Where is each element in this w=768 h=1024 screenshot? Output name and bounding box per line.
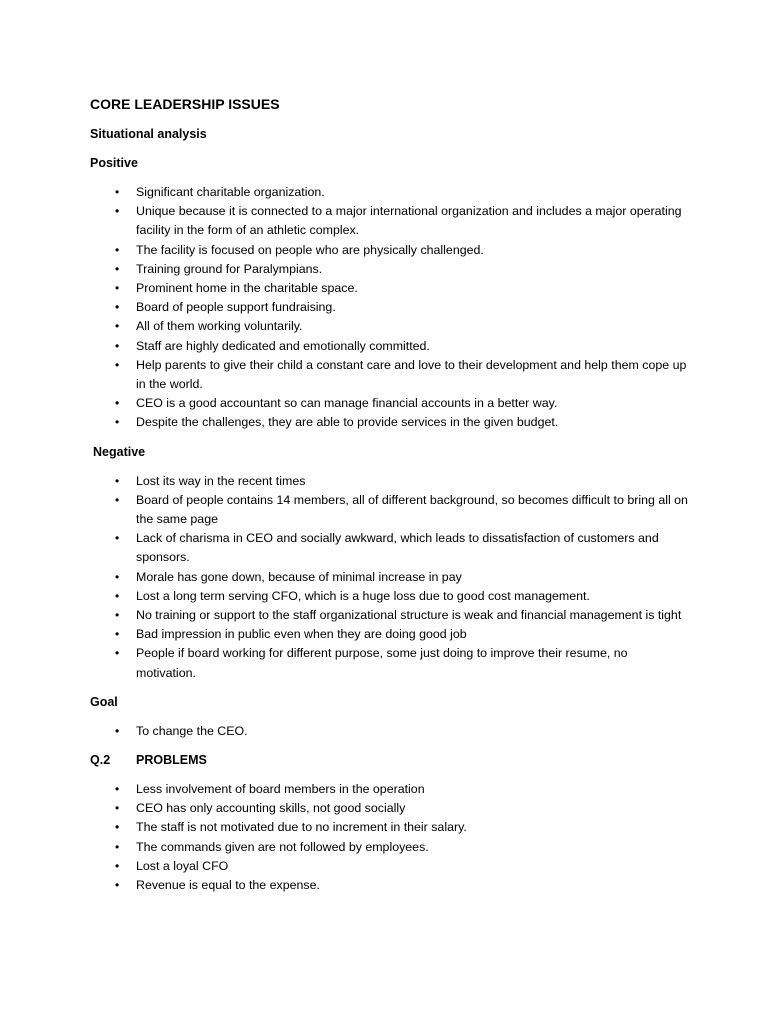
- bullet-icon: •: [115, 878, 120, 893]
- list-item: • Staff are highly dedicated and emotionally committed.: [90, 337, 690, 356]
- list-item: • CEO is a good accountant so can manage financial accounts in a better way.: [90, 394, 690, 413]
- list-item: • Unique because it is connected to a major international organization and includes a major operating facility in the form of an athletic complex.: [115, 204, 682, 238]
- bullet-icon: •: [115, 723, 120, 738]
- bullet-icon: •: [115, 608, 120, 623]
- bullet-icon: •: [115, 338, 120, 353]
- list-item: • People if board working for different purpose, some just doing to improve their resume, no motivation.: [115, 646, 628, 680]
- bullet-icon: •: [115, 473, 120, 488]
- list-item: • Lost a loyal CFO: [90, 857, 690, 876]
- bullet-icon: •: [115, 627, 120, 642]
- bullet-icon: •: [115, 261, 120, 276]
- list-item: • All of them working voluntarily.: [90, 317, 690, 336]
- list-item: • Lost its way in the recent times: [90, 472, 690, 491]
- bullet-icon: •: [115, 858, 120, 873]
- bullet-icon: •: [115, 300, 120, 315]
- bullet-icon: •: [115, 531, 120, 546]
- list-item: • Significant charitable organization.: [90, 183, 690, 202]
- list-item: • Board of people support fundraising.: [90, 298, 690, 317]
- positive-heading: Positive: [90, 156, 138, 170]
- bullet-icon: •: [115, 801, 120, 816]
- list-item: • Bad impression in public even when they are doing good job: [90, 625, 690, 644]
- list-item: • To change the CEO.: [90, 722, 690, 741]
- document-page: [90, 94, 690, 895]
- list-item: • Help parents to give their child a constant care and love to their development and help them cope up in the world.: [115, 357, 687, 392]
- bullet-icon: •: [115, 415, 120, 430]
- list-item: • Despite the challenges, they are able to provide services in the given budget.: [90, 413, 690, 432]
- bullet-icon: •: [115, 646, 120, 661]
- list-item: • The facility is focused on people who are physically challenged.: [90, 241, 690, 260]
- goal-list: [90, 722, 690, 741]
- list-item: • Less involvement of board members in the operation: [90, 780, 690, 799]
- bullet-icon: •: [115, 242, 120, 257]
- bullet-icon: •: [115, 396, 120, 411]
- list-item: • Revenue is equal to the expense.: [90, 876, 690, 895]
- situational-analysis-heading: Situational analysis: [90, 127, 207, 141]
- list-item: • Prominent home in the charitable space.: [90, 279, 690, 298]
- list-item: • Lost a long term serving CFO, which is a huge loss due to good cost management.: [90, 587, 690, 606]
- bullet-icon: •: [115, 588, 120, 603]
- bullet-icon: •: [115, 820, 120, 835]
- page-title: CORE LEADERSHIP ISSUES: [90, 96, 280, 112]
- problems-list: [90, 780, 690, 895]
- positive-list: [90, 183, 690, 433]
- question-number: Q.2: [90, 753, 111, 768]
- bullet-icon: •: [115, 185, 120, 199]
- negative-list: [90, 472, 690, 683]
- list-item: • CEO has only accounting skills, not good socially: [90, 799, 690, 818]
- negative-heading: Negative: [93, 444, 146, 459]
- list-item: • Morale has gone down, because of minimal increase in pay: [90, 568, 690, 587]
- list-item: • Lack of charisma in CEO and socially awkward, which leads to dissatisfaction of customers and sponsors.: [115, 531, 659, 565]
- bullet-icon: •: [115, 357, 120, 372]
- list-item: • No training or support to the staff organizational structure is weak and financial management is tight: [90, 606, 690, 625]
- problems-heading: [90, 751, 690, 769]
- bullet-icon: •: [115, 204, 120, 219]
- bullet-icon: •: [115, 569, 120, 584]
- list-item: • The staff is not motivated due to no increment in their salary.: [90, 818, 690, 837]
- bullet-icon: •: [115, 319, 120, 334]
- bullet-icon: •: [115, 492, 120, 507]
- problems-title: PROBLEMS: [136, 753, 207, 768]
- list-item: • The commands given are not followed by employees.: [90, 838, 690, 857]
- bullet-icon: •: [115, 281, 120, 296]
- bullet-icon: •: [115, 782, 120, 797]
- bullet-icon: •: [115, 839, 120, 854]
- goal-heading: Goal: [90, 694, 118, 709]
- list-item: • Board of people contains 14 members, all of different background, so becomes difficult to bring all on the same page: [115, 492, 688, 527]
- list-item: • Training ground for Paralympians.: [90, 260, 690, 279]
